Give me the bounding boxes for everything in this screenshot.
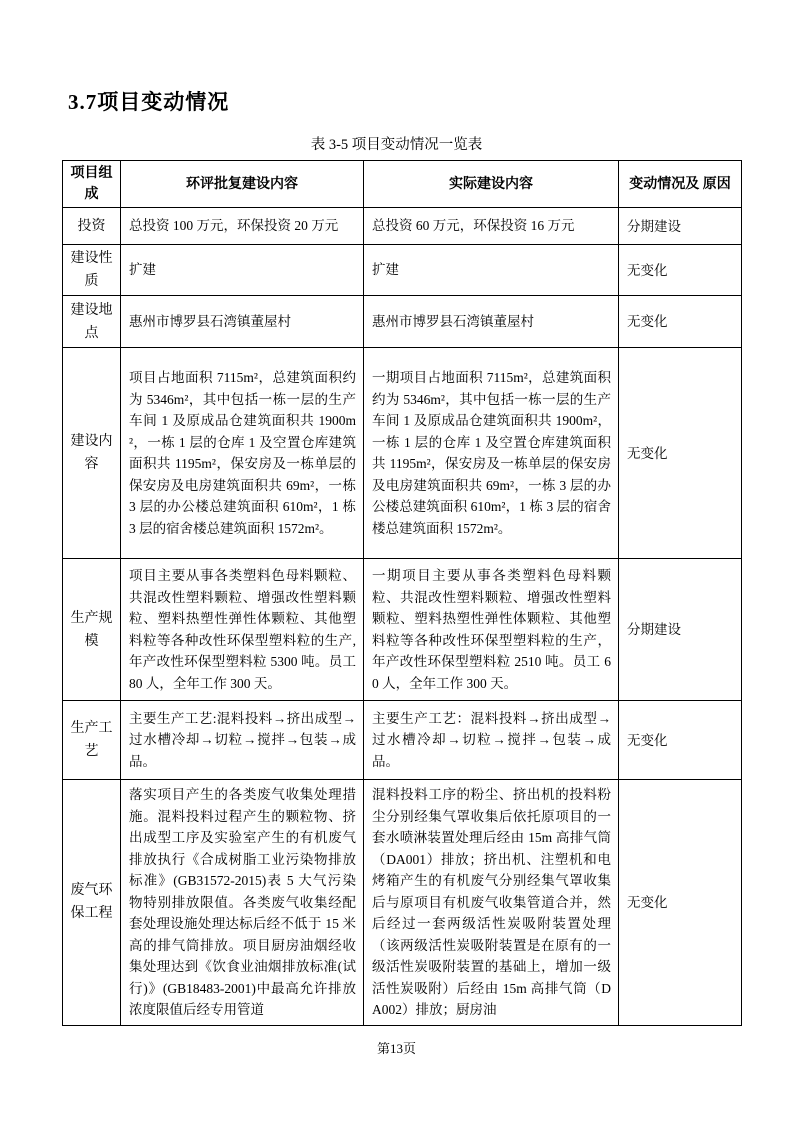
change-status-cell: 无变化	[619, 296, 742, 348]
table-header	[63, 161, 742, 208]
approved-content-cell: 扩建	[121, 245, 364, 296]
table-row	[63, 559, 742, 701]
actual-content-cell: 主要生产工艺：混料投料→挤出成型→过水槽冷却→切粒→搅拌→包装→成品。	[364, 701, 619, 780]
change-status-cell: 无变化	[619, 780, 742, 1026]
actual-content-cell: 总投资 60 万元，环保投资 16 万元	[364, 208, 619, 245]
approved-content-cell: 项目占地面积 7115m²，总建筑面积约为 5346m²，其中包括一栋一层的生产车间 1 及原成品仓建筑面积共 1900m²，一栋 1 层的仓库 1 及空置仓库建筑面积共 1195m²，保安房及一栋单层的保安房及电房建筑面积共 69m²，一栋 3 层的办公楼总建筑面积 610m²，1 栋 3 层的宿舍楼总建筑面积 1572m²。	[121, 348, 364, 559]
approved-content-cell: 落实项目产生的各类废气收集处理措施。混料投料过程产生的颗粒物、挤出成型工序及实验室产生的有机废气排放执行《合成树脂工业污染物排放标准》(GB31572-2015)表 5 大气污染物特别排放限值。各类废气收集经配套处理设施处理达标后经不低于 15 米高的排气筒排放。项目厨房油烟经收集处理达到《饮食业油烟排放标准(试行)》(GB18483-2001)中最高允许排放浓度限值后经专用管道	[121, 780, 364, 1026]
actual-content-cell: 惠州市博罗县石湾镇董屋村	[364, 296, 619, 348]
table-row	[63, 208, 742, 245]
col-header-approved-content: 环评批复建设内容	[121, 161, 364, 208]
change-status-cell: 无变化	[619, 245, 742, 296]
project-change-table	[62, 160, 742, 1026]
table-row	[63, 348, 742, 559]
change-status-cell: 无变化	[619, 701, 742, 780]
row-category-cell: 生产规模	[63, 559, 121, 701]
row-category-cell: 建设性质	[63, 245, 121, 296]
table-row	[63, 701, 742, 780]
actual-content-cell: 混料投料工序的粉尘、挤出机的投料粉尘分别经集气罩收集后依托原项目的一套水喷淋装置处理后经由 15m 高排气筒（DA001）排放；挤出机、注塑机和电烤箱产生的有机废气分别经集气罩收集后与原项目有机废气收集管道合并，然后经过一套两级活性炭吸附装置处理（该两级活性炭吸附装置是在原有的一级活性炭吸附装置的基础上，增加一级活性炭吸附）后经由 15m 高排气筒（DA002）排放；厨房油	[364, 780, 619, 1026]
table-row	[63, 780, 742, 1026]
change-status-cell: 分期建设	[619, 559, 742, 701]
row-category-cell: 废气环保工程	[63, 780, 121, 1026]
change-status-cell: 分期建设	[619, 208, 742, 245]
row-category-cell: 建设内容	[63, 348, 121, 559]
table-row	[63, 296, 742, 348]
row-category-cell: 建设地点	[63, 296, 121, 348]
actual-content-cell: 一期项目主要从事各类塑料色母料颗粒、共混改性塑料颗粒、增强改性塑料颗粒、塑料热塑性弹性体颗粒、其他塑料粒等各种改性环保型塑料粒的生产，年产改性环保型塑料粒 2510 吨。员工 60 人，全年工作 300 天。	[364, 559, 619, 701]
approved-content-cell: 惠州市博罗县石湾镇董屋村	[121, 296, 364, 348]
actual-content-cell: 一期项目占地面积 7115m²，总建筑面积约为 5346m²，其中包括一栋一层的生产车间 1 及原成品仓建筑面积共 1900m²，一栋 1 层的仓库 1 及空置仓库建筑面积共 1195m²，保安房及一栋单层的保安房及电房建筑面积共 69m²，一栋 3 层的办公楼总建筑面积 610m²，1 栋 3 层的宿舍楼总建筑面积 1572m²。	[364, 348, 619, 559]
col-header-project-composition: 项目组成	[63, 161, 121, 208]
page-number: 第13页	[376, 1041, 416, 1056]
col-header-change-reason: 变动情况及 原因	[619, 161, 742, 208]
table-header-row	[63, 161, 742, 208]
row-category-cell: 投资	[63, 208, 121, 245]
approved-content-cell: 主要生产工艺:混料投料→挤出成型→过水槽冷却→切粒→搅拌→包装→成品。	[121, 701, 364, 780]
row-category-cell: 生产工艺	[63, 701, 121, 780]
approved-content-cell: 总投资 100 万元，环保投资 20 万元	[121, 208, 364, 245]
actual-content-cell: 扩建	[364, 245, 619, 296]
col-header-actual-content: 实际建设内容	[364, 161, 619, 208]
table-row	[63, 245, 742, 296]
table-caption: 表 3-5 项目变动情况一览表	[310, 137, 483, 153]
table-body	[63, 208, 742, 1026]
section-heading: 3.7项目变动情况	[68, 90, 230, 114]
approved-content-cell: 项目主要从事各类塑料色母料颗粒、共混改性塑料颗粒、增强改性塑料颗粒、塑料热塑性弹性体颗粒、其他塑料粒等各种改性环保型塑料粒的生产,年产改性环保型塑料粒 5300 吨。员工 80 人，全年工作 300 天。	[121, 559, 364, 701]
change-status-cell: 无变化	[619, 348, 742, 559]
